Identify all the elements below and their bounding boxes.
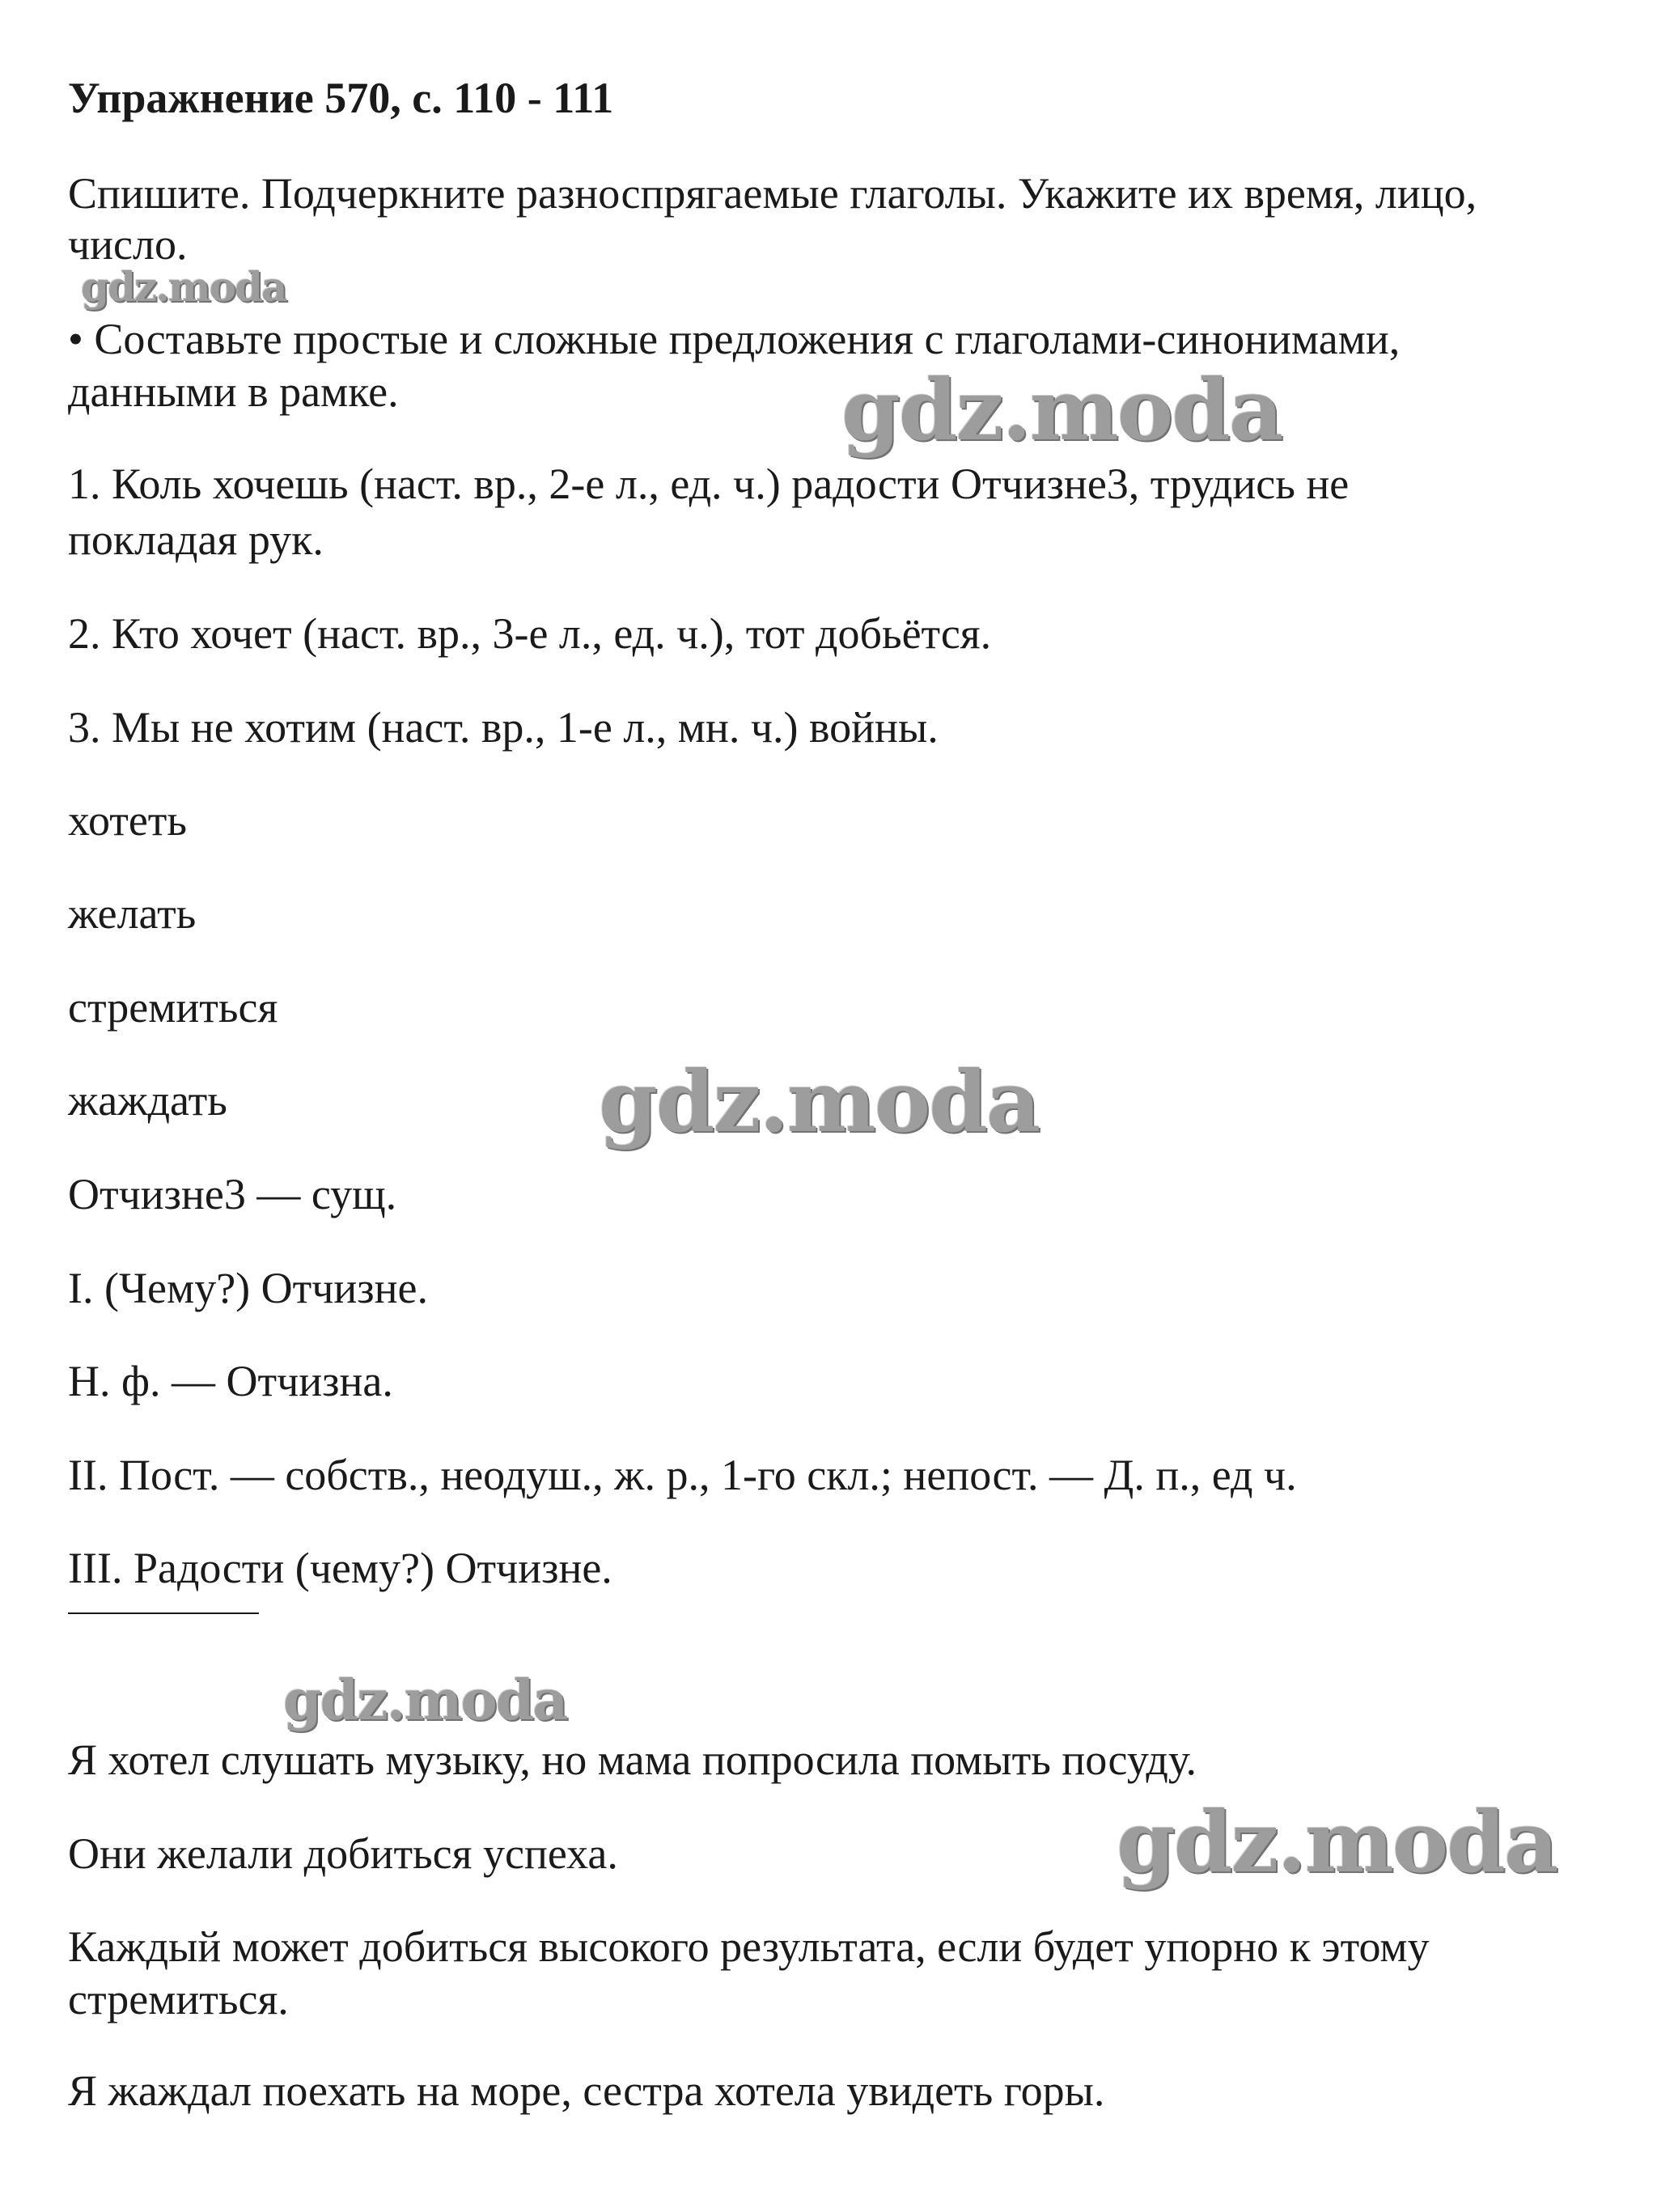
analysis-header: Отчизне3 — сущ. xyxy=(68,1170,397,1218)
example-sentence-2: Они желали добиться успеха. xyxy=(68,1829,618,1878)
sentence-3: 3. Мы не хотим (наст. вр., 1-е л., мн. ч.) войны. xyxy=(68,703,939,752)
analysis-step-iii: III. Радости (чему?) Отчизне. xyxy=(68,1544,612,1592)
example-sentence-1: Я хотел слушать музыку, но мама попросила помыть посуду. xyxy=(68,1735,1197,1784)
divider-rule xyxy=(68,1612,259,1614)
verb-item: желать xyxy=(68,889,197,938)
example-sentence-3-line-2: стремиться. xyxy=(68,1975,289,2023)
verb-item: хотеть xyxy=(68,796,188,845)
watermark: gdz.moda xyxy=(841,360,1282,460)
verb-item: стремиться xyxy=(68,983,278,1032)
watermark: gdz.moda xyxy=(1117,1792,1557,1892)
example-sentence-3-line-1: Каждый может добиться высокого результата, если будет упорно к этому xyxy=(68,1922,1430,1971)
verb-item: жаждать xyxy=(68,1076,227,1125)
task-text-line-1: Спишите. Подчеркните разноспрягаемые глаголы. Укажите их время, лицо, xyxy=(68,169,1477,218)
page-title: Упражнение 570, с. 110 - 111 xyxy=(68,74,614,122)
example-sentence-4: Я жаждал поехать на море, сестра хотела увидеть горы. xyxy=(68,2066,1105,2115)
sentence-1-line-2: покладая рук. xyxy=(68,515,324,564)
analysis-step-ii: II. Пост. — собств., неодуш., ж. р., 1-го скл.; непост. — Д. п., ед ч. xyxy=(68,1451,1297,1499)
sentence-1-line-1: 1. Коль хочешь (наст. вр., 2-е л., ед. ч.) радости Отчизне3, трудись не xyxy=(68,460,1350,508)
sentence-2: 2. Кто хочет (наст. вр., 3-е л., ед. ч.), тот добьётся. xyxy=(68,609,992,658)
task-bullet-line-2: данными в рамке. xyxy=(68,367,399,416)
analysis-initial-form: Н. ф. — Отчизна. xyxy=(68,1357,393,1405)
task-text-line-2: число. xyxy=(68,220,188,269)
watermark: gdz.moda xyxy=(599,1052,1040,1151)
analysis-step-i: I. (Чему?) Отчизне. xyxy=(68,1264,428,1312)
task-bullet-line-1: • Составьте простые и сложные предложения с глаголами-синонимами, xyxy=(68,315,1401,363)
watermark: gdz.moda xyxy=(283,1668,567,1733)
watermark: gdz.moda xyxy=(81,263,286,311)
